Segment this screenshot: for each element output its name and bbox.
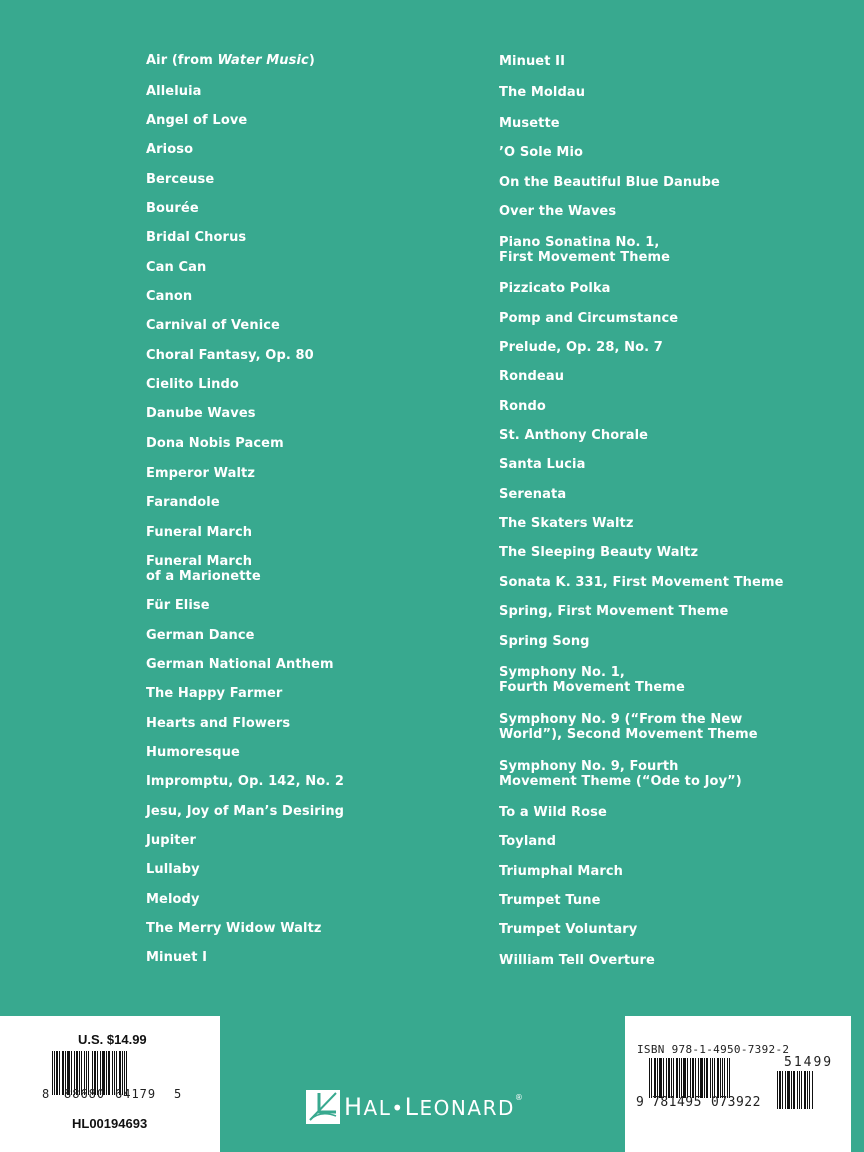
song-title: Trumpet Tune: [499, 893, 601, 908]
upc-digits-right: 64179: [115, 1087, 157, 1101]
song-title: Choral Fantasy, Op. 80: [146, 348, 314, 363]
song-title: William Tell Overture: [499, 953, 655, 968]
song-title: Sonata K. 331, First Movement Theme: [499, 575, 784, 590]
song-title: Symphony No. 9, Fourth Movement Theme (“Ode to Joy”): [499, 759, 742, 789]
song-title: Berceuse: [146, 172, 215, 187]
song-title: Für Elise: [146, 598, 210, 613]
song-title: The Happy Farmer: [146, 686, 283, 701]
isbn-label: ISBN 978-1-4950-7392-2: [637, 1043, 790, 1056]
song-title: Spring Song: [499, 634, 590, 649]
item-code: HL00194693: [72, 1116, 148, 1131]
ean-barcode: [649, 1058, 730, 1098]
song-title: Prelude, Op. 28, No. 7: [499, 340, 663, 355]
song-title: Musette: [499, 116, 560, 131]
song-title: Dona Nobis Pacem: [146, 436, 284, 451]
song-title: St. Anthony Chorale: [499, 428, 649, 443]
song-title: German National Anthem: [146, 657, 334, 672]
song-title: Serenata: [499, 487, 567, 502]
price-label: U.S. $14.99: [78, 1032, 147, 1047]
song-title: Symphony No. 9 (“From the New World”), Second Movement Theme: [499, 712, 758, 742]
song-title: Pizzicato Polka: [499, 281, 611, 296]
song-title: German Dance: [146, 628, 255, 643]
song-title: Danube Waves: [146, 406, 256, 421]
upc-digit-first: 8: [42, 1087, 50, 1101]
song-title: Hearts and Flowers: [146, 716, 291, 731]
song-title: Funeral March: [146, 525, 253, 540]
song-title: Rondeau: [499, 369, 565, 384]
song-title: Trumpet Voluntary: [499, 922, 638, 937]
song-title: Toyland: [499, 834, 557, 849]
publisher-name: HAL•LEONARD®: [344, 1093, 525, 1121]
song-title: Spring, First Movement Theme: [499, 604, 729, 619]
song-title: Bourée: [146, 201, 199, 216]
song-title: Funeral March of a Marionette: [146, 554, 261, 584]
song-title: Impromptu, Op. 142, No. 2: [146, 774, 345, 789]
ean-digits-right: 073922: [711, 1095, 761, 1110]
song-title: Over the Waves: [499, 204, 617, 219]
song-title: Farandole: [146, 495, 220, 510]
song-title: Piano Sonatina No. 1, First Movement Theme: [499, 235, 671, 265]
song-title: The Skaters Waltz: [499, 516, 634, 531]
song-title: The Sleeping Beauty Waltz: [499, 545, 699, 560]
song-title: Angel of Love: [146, 113, 248, 128]
song-title: Symphony No. 1, Fourth Movement Theme: [499, 665, 685, 695]
song-title: The Moldau: [499, 85, 586, 100]
song-title: Can Can: [146, 260, 207, 275]
upc-digits-left: 88680: [64, 1087, 106, 1101]
upc-digit-last: 5: [174, 1087, 182, 1101]
song-title: Humoresque: [146, 745, 240, 760]
song-title: Triumphal March: [499, 864, 624, 879]
song-title: Canon: [146, 289, 193, 304]
song-title: Air (from Water Music): [146, 53, 315, 68]
addon-digits: 51499: [784, 1055, 834, 1070]
song-title: Pomp and Circumstance: [499, 311, 679, 326]
song-title: Lullaby: [146, 862, 200, 877]
song-title: ’O Sole Mio: [499, 145, 584, 160]
ean-digits-left: 781495: [652, 1095, 702, 1110]
song-title: Bridal Chorus: [146, 230, 247, 245]
song-title: Alleluia: [146, 84, 202, 99]
song-title: To a Wild Rose: [499, 805, 607, 820]
song-title: Minuet II: [499, 54, 566, 69]
song-title: Melody: [146, 892, 200, 907]
hal-leonard-logo: [306, 1090, 524, 1124]
addon-barcode: [777, 1071, 813, 1109]
song-title: The Merry Widow Waltz: [146, 921, 322, 936]
song-title: Arioso: [146, 142, 194, 157]
song-title: On the Beautiful Blue Danube: [499, 175, 720, 190]
song-title: Carnival of Venice: [146, 318, 280, 333]
song-title: Jesu, Joy of Man’s Desiring: [146, 804, 345, 819]
song-title: Emperor Waltz: [146, 466, 256, 481]
song-title: Jupiter: [146, 833, 196, 848]
song-title: Cielito Lindo: [146, 377, 239, 392]
song-title: Minuet I: [146, 950, 208, 965]
song-title: Rondo: [499, 399, 546, 414]
hal-leonard-logo-icon: [306, 1090, 340, 1124]
ean-digit-first: 9: [636, 1095, 644, 1110]
song-title: Santa Lucia: [499, 457, 586, 472]
